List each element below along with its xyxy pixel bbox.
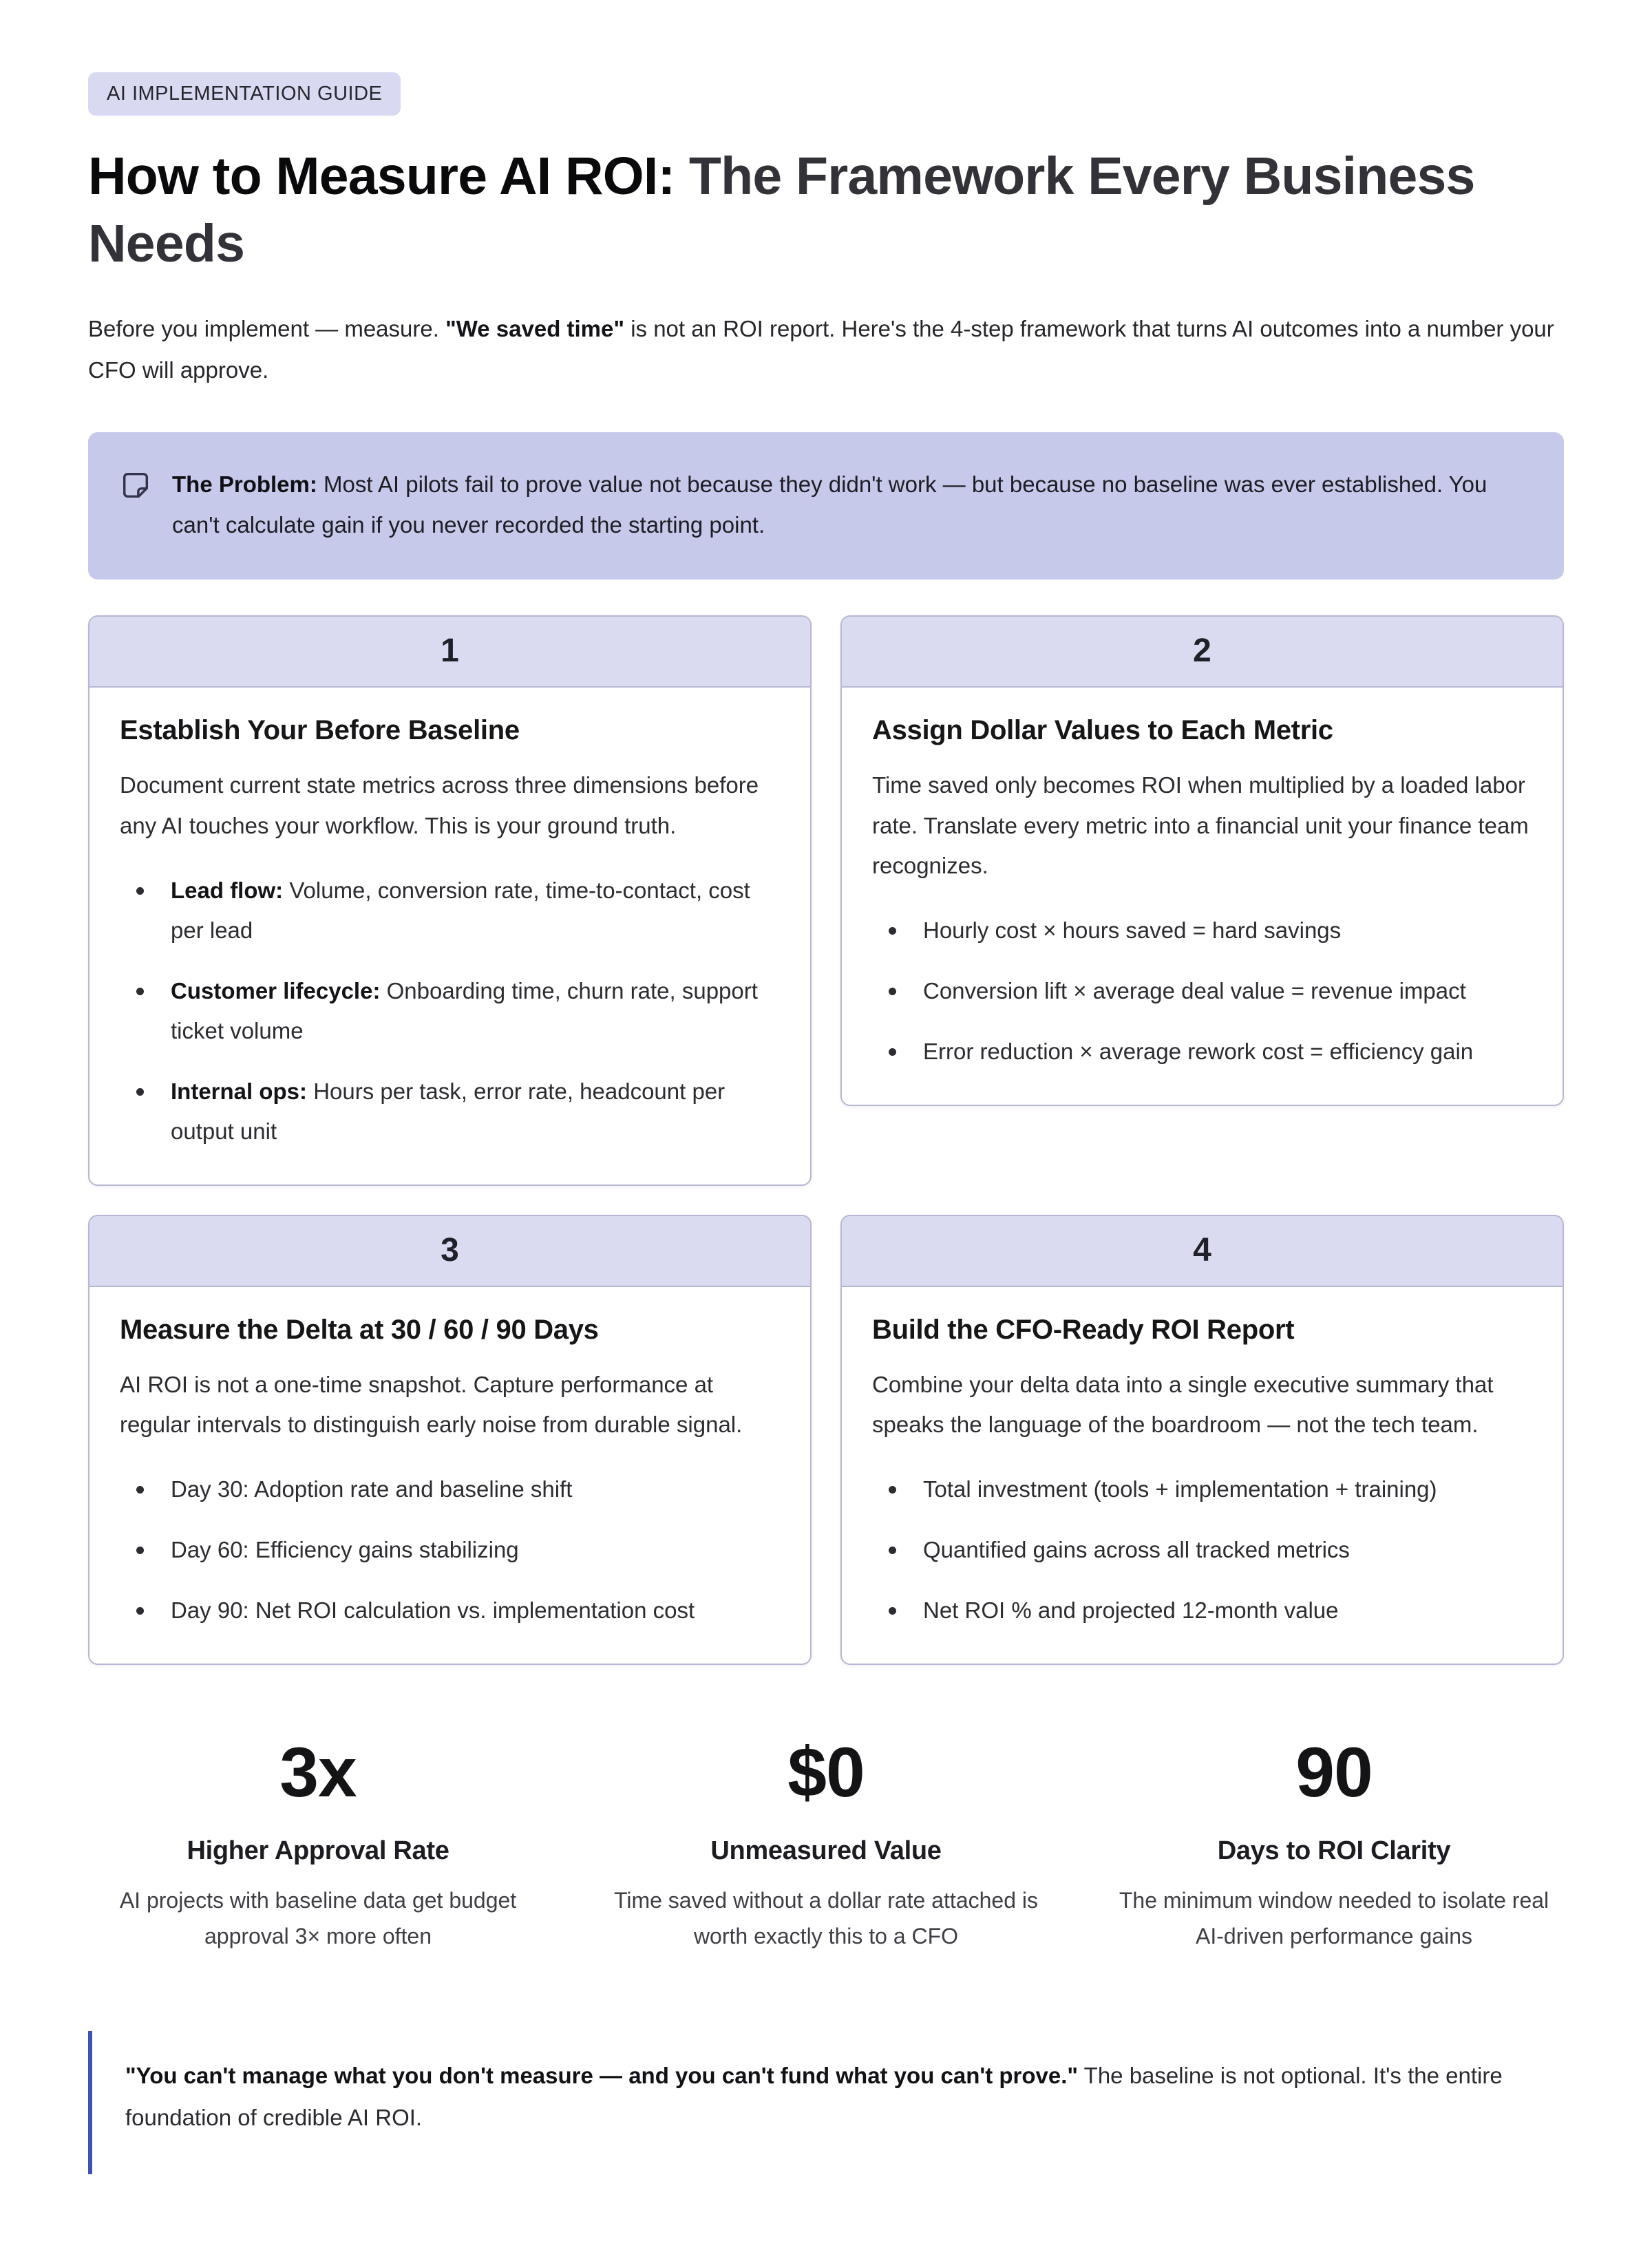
- stat-description: The minimum window needed to isolate real AI-driven performance gains: [1119, 1887, 1549, 1948]
- step-number: 1: [89, 617, 810, 688]
- intro-bold: "We saved time": [445, 315, 625, 341]
- bullet-lead: Customer lifecycle:: [171, 977, 381, 1003]
- bullet-text: Day 30: Adoption rate and baseline shift: [171, 1476, 573, 1502]
- step-title: Establish Your Before Baseline: [120, 715, 520, 746]
- step-description: Combine your delta data into a single executive summary that speaks the language of the boardroom — not the tech team.: [872, 1372, 1494, 1438]
- bullet-text: Total investment (tools + implementation + training): [923, 1476, 1437, 1502]
- list-item: [128, 1591, 780, 1630]
- intro-paragraph: [88, 308, 1564, 391]
- bullet-text: Error reduction × average rework cost = efficiency gain: [923, 1038, 1474, 1064]
- stats-row: [88, 1734, 1564, 1954]
- step-card-1: [88, 615, 812, 1186]
- step-bullet-list: [120, 1469, 780, 1630]
- page-title: [88, 143, 1499, 278]
- list-item: [880, 1469, 1532, 1509]
- bullet-text: Day 60: Efficiency gains stabilizing: [171, 1537, 519, 1563]
- intro-pre: Before you implement — measure.: [88, 315, 446, 341]
- step-bullet-list: [120, 871, 780, 1151]
- bullet-text: Net ROI % and projected 12-month value: [923, 1597, 1339, 1624]
- bullet-text: Quantified gains across all tracked metrics: [923, 1537, 1350, 1563]
- stat-label: Higher Approval Rate: [187, 1836, 449, 1865]
- step-card-4: [840, 1215, 1564, 1665]
- step-description: AI ROI is not a one-time snapshot. Capture performance at regular intervals to distinguish early noise from durable signal.: [120, 1372, 743, 1438]
- bullet-text: Day 90: Net ROI calculation vs. implementation cost: [171, 1597, 695, 1624]
- bullet-lead: Lead flow:: [171, 877, 284, 903]
- stat-days-to-clarity: [1104, 1734, 1564, 1954]
- stat-unmeasured-value: [596, 1734, 1056, 1954]
- stat-label: Days to ROI Clarity: [1217, 1836, 1451, 1865]
- step-title: Assign Dollar Values to Each Metric: [872, 715, 1333, 746]
- framework-steps-grid: [88, 615, 1564, 1665]
- page-title-rest: The Framework Every Business Needs: [88, 147, 1475, 273]
- step-card-body: [842, 1287, 1563, 1664]
- stat-value: $0: [787, 1733, 865, 1812]
- closing-quote: [88, 2031, 1564, 2174]
- list-item: [128, 871, 780, 950]
- list-item: [128, 1530, 780, 1570]
- list-item: [880, 1530, 1532, 1570]
- problem-callout: [88, 432, 1564, 580]
- step-title: Build the CFO-Ready ROI Report: [872, 1315, 1295, 1346]
- stat-description: AI projects with baseline data get budget approval 3× more often: [119, 1887, 517, 1948]
- category-badge: AI IMPLEMENTATION GUIDE: [88, 72, 401, 116]
- step-bullet-list: [872, 1469, 1532, 1630]
- list-item: [128, 1469, 780, 1509]
- problem-callout-lead: The Problem:: [172, 471, 317, 497]
- quote-text: The baseline is not optional. It's the entire foundation of credible AI ROI.: [125, 2062, 1503, 2130]
- step-title: Measure the Delta at 30 / 60 / 90 Days: [120, 1315, 599, 1346]
- list-item: [880, 911, 1532, 950]
- list-item: [128, 1072, 780, 1151]
- bullet-lead: Internal ops:: [171, 1078, 308, 1104]
- bullet-text: Conversion lift × average deal value = revenue impact: [923, 977, 1466, 1003]
- intro-post: is not an ROI report. Here's the 4-step framework that turns AI outcomes into a number your CFO will approve.: [88, 315, 1554, 383]
- bullet-text: Volume, conversion rate, time-to-contact, cost per lead: [171, 877, 750, 943]
- step-card-2: [840, 615, 1564, 1105]
- list-item: [880, 1032, 1532, 1072]
- stat-label: Unmeasured Value: [710, 1836, 942, 1865]
- list-item: [128, 971, 780, 1051]
- problem-callout-body: Most AI pilots fail to prove value not because they didn't work — but because no baseline was ever established. You can't calculate gain if you never recorded the starting point.: [172, 471, 1487, 538]
- bullet-text: Hourly cost × hours saved = hard savings: [923, 917, 1342, 943]
- step-number: 3: [89, 1216, 810, 1287]
- step-description: Time saved only becomes ROI when multiplied by a loaded labor rate. Translate every metric into a financial unit your finance team recognizes.: [872, 772, 1529, 878]
- step-bullet-list: [872, 911, 1532, 1072]
- step-card-body: [842, 688, 1563, 1104]
- bullet-text: Onboarding time, churn rate, support ticket volume: [171, 977, 758, 1043]
- step-description: Document current state metrics across three dimensions before any AI touches your workflow. This is your ground truth.: [120, 772, 759, 838]
- bullet-text: Hours per task, error rate, headcount per output unit: [171, 1078, 726, 1144]
- step-card-body: [89, 688, 810, 1185]
- step-card-3: [88, 1215, 812, 1665]
- stat-value: 90: [1295, 1733, 1373, 1812]
- list-item: [880, 971, 1532, 1011]
- stat-description: Time saved without a dollar rate attached is worth exactly this to a CFO: [613, 1887, 1038, 1948]
- step-card-body: [89, 1287, 810, 1664]
- quote-bold: "You can't manage what you don't measure — and you can't fund what you can't prove.": [125, 2062, 1079, 2088]
- step-number: 4: [842, 1216, 1563, 1287]
- stat-approval-rate: [88, 1734, 548, 1954]
- list-item: [880, 1591, 1532, 1630]
- problem-callout-text: [172, 464, 1529, 546]
- page-title-lead: How to Measure AI ROI:: [88, 147, 689, 206]
- sticky-note-icon: [120, 469, 151, 501]
- stat-value: 3x: [279, 1733, 357, 1812]
- step-number: 2: [842, 617, 1563, 688]
